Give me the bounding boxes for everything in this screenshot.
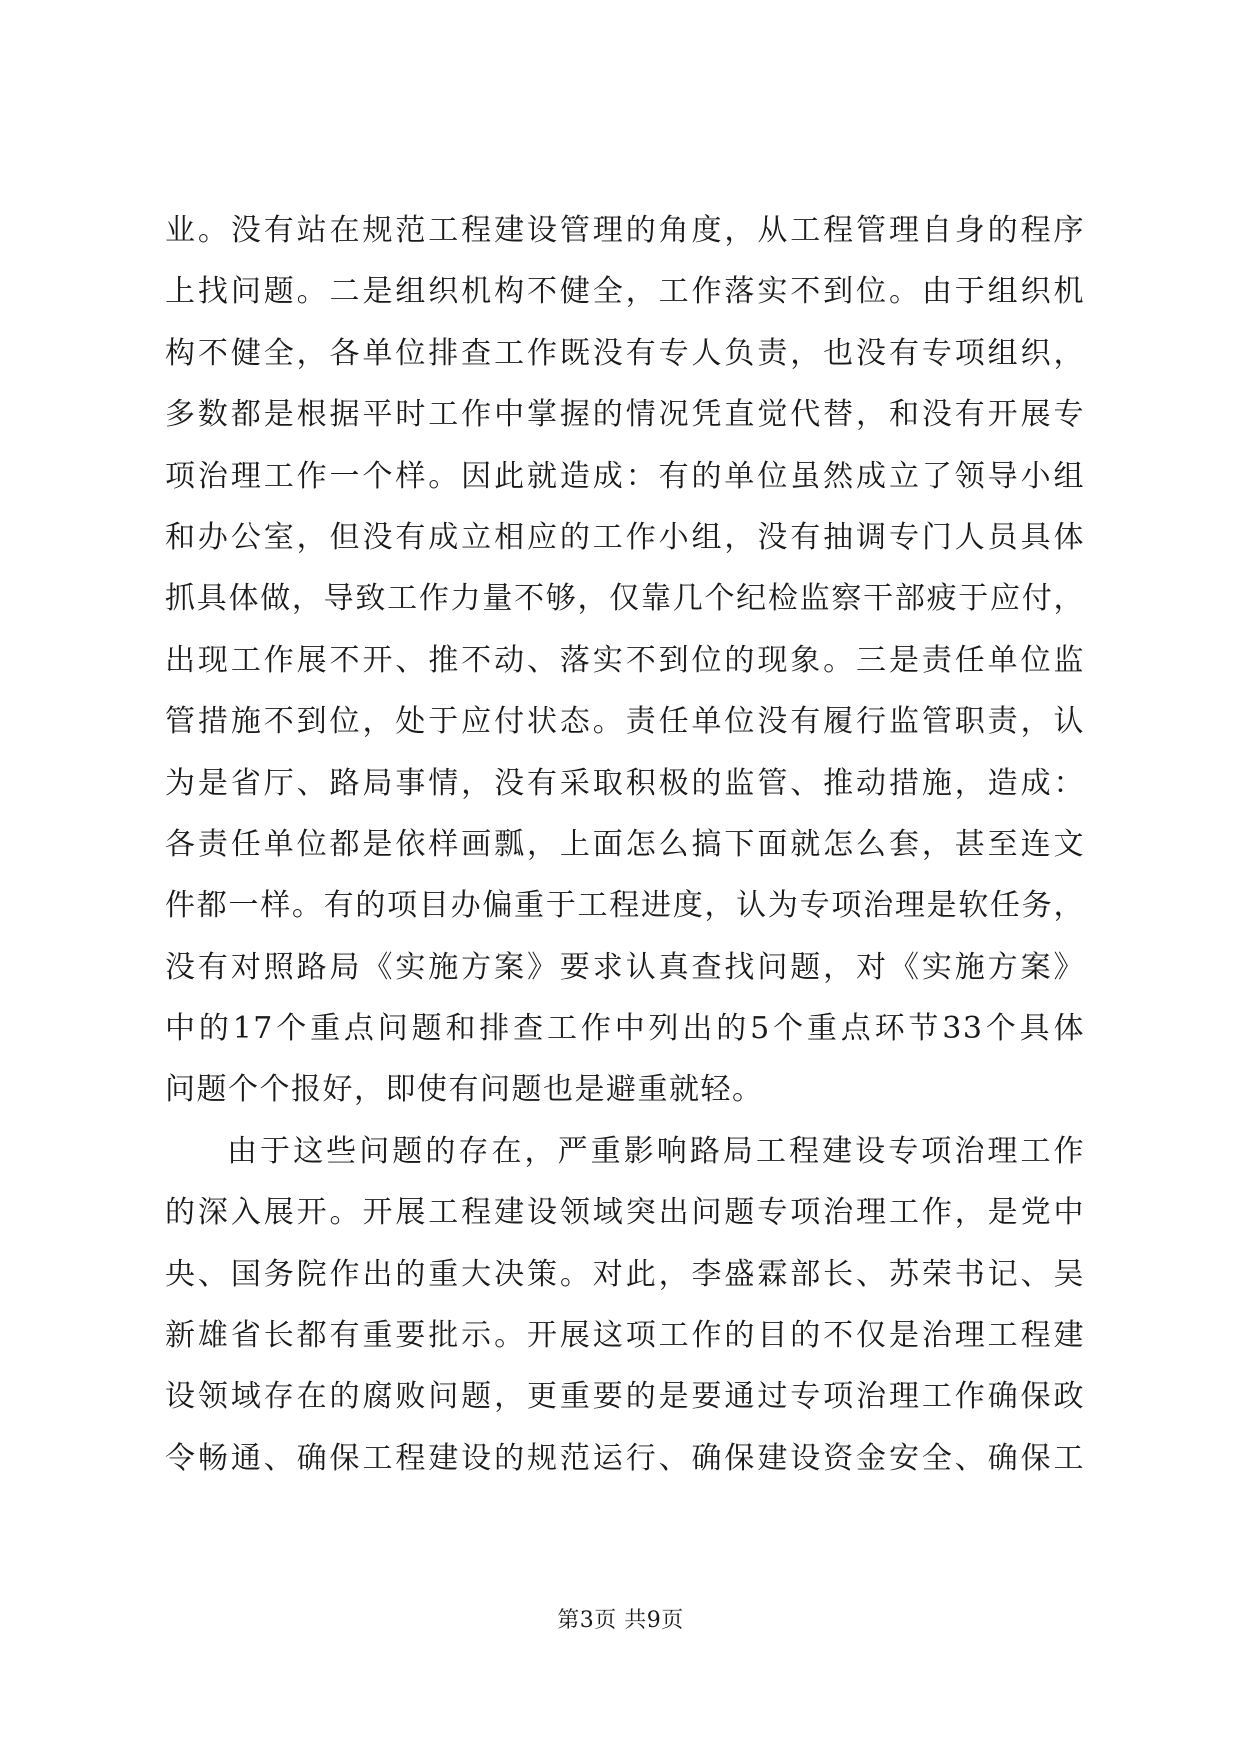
- text-line: 抓具体做，导致工作力量不够，仅靠几个纪检监察干部疲于应付，: [165, 581, 1085, 617]
- text-line: 管措施不到位，处于应付状态。责任单位没有履行监管职责，认: [165, 704, 1085, 740]
- document-body: [165, 200, 1085, 1489]
- text-line: 件都一样。有的项目办偏重于工程进度，认为专项治理是软任务，: [165, 888, 1085, 924]
- text-line: 业。没有站在规范工程建设管理的角度，从工程管理自身的程序: [165, 213, 1085, 248]
- text-line: 和办公室，但没有成立相应的工作小组，没有抽调专门人员具体: [165, 519, 1085, 555]
- text-line: 中的17个重点问题和排查工作中列出的5个重点环节33个具体: [165, 1011, 1085, 1047]
- text-line: 多数都是根据平时工作中掌握的情况凭直觉代替，和没有开展专: [165, 397, 1085, 433]
- page-number-footer: 第3页 共9页: [557, 1608, 684, 1633]
- text-line: 各责任单位都是依样画瓢，上面怎么搞下面就怎么套，甚至连文: [165, 826, 1085, 862]
- paragraph-first-line: 由于这些问题的存在，严重影响路局工程建设专项治理工作: [227, 1133, 1085, 1169]
- text-line: 令畅通、确保工程建设的规范运行、确保建设资金安全、确保工: [165, 1440, 1085, 1476]
- text-line: 为是省厅、路局事情，没有采取积极的监管、推动措施，造成：: [165, 765, 1085, 801]
- text-line: 新雄省长都有重要批示。开展这项工作的目的不仅是治理工程建: [165, 1318, 1085, 1354]
- text-line: 没有对照路局《实施方案》要求认真查找问题，对《实施方案》: [165, 949, 1085, 985]
- text-line: 央、国务院作出的重大决策。对此，李盛霖部长、苏荣书记、吴: [165, 1256, 1085, 1292]
- text-line: 问题个个报好，即使有问题也是避重就轻。: [165, 1072, 764, 1108]
- text-line: 的深入展开。开展工程建设领域突出问题专项治理工作，是党中: [165, 1195, 1085, 1231]
- text-line: 设领域存在的腐败问题，更重要的是要通过专项治理工作确保政: [165, 1379, 1085, 1415]
- text-line: 项治理工作一个样。因此就造成：有的单位虽然成立了领导小组: [165, 458, 1085, 494]
- text-line: 上找问题。二是组织机构不健全，工作落实不到位。由于组织机: [165, 274, 1085, 310]
- text-line: 构不健全，各单位排查工作既没有专人负责，也没有专项组织，: [165, 335, 1085, 371]
- text-line: 出现工作展不开、推不动、落实不到位的现象。三是责任单位监: [165, 642, 1085, 678]
